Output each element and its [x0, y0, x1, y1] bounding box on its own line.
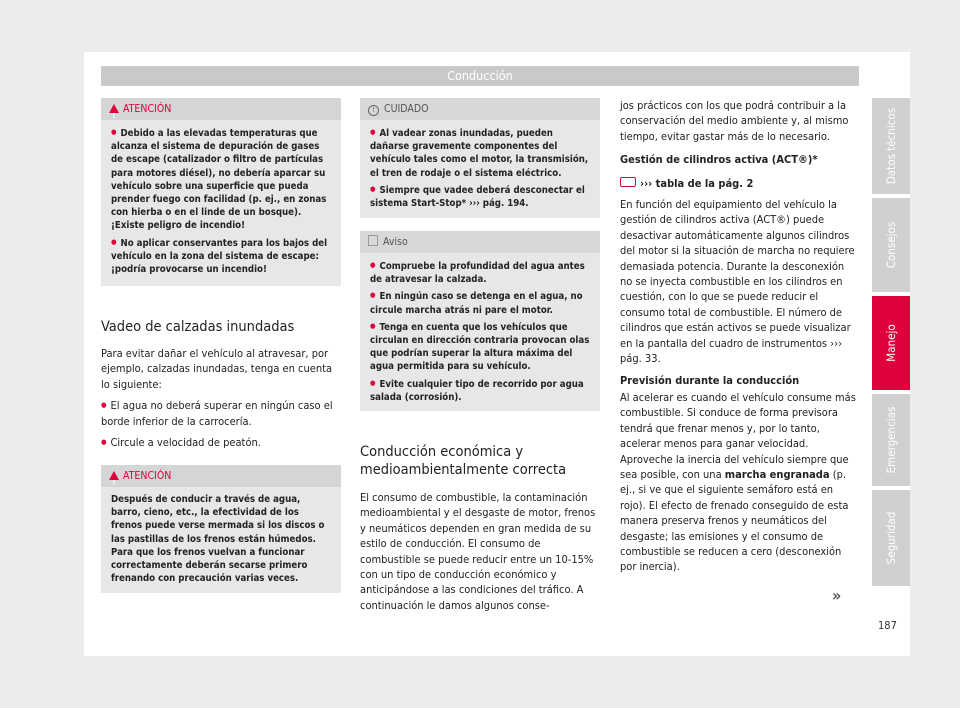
- act-text: En función del equipamiento del vehículo la gestión de cilindros activa (ACT®) puede desactivar automáticamente algunos cilindros del motor si la situación de marcha no requiere demasiada potencia. Durante la desconexión no se inyecta combustible en los cilindros en cuestión, con lo que se puede reducir el consumo total de combustible. El número de cilindros que están activos se puede visualizar en la pantalla del cuadro de instrumentos ››› pág. 33.: [620, 198, 855, 366]
- atencion-header: !ATENCIÓN: [101, 98, 341, 120]
- cuidado-item: ● Al vadear zonas inundadas, pueden dañarse gravemente componentes del vehículo tales como el motor, la transmisión, el tren de rodaje o el sistema eléctrico.: [370, 126, 590, 180]
- section-heading-vadeo: Vadeo de calzadas inundadas: [101, 319, 295, 335]
- page-number: 187: [878, 619, 897, 632]
- prevision-text: Al acelerar es cuando el vehículo consume más combustible. Si conduce de forma previsora tendrá que frenar menos y, por lo tanto, acelerar menos para ganar velocidad. Aproveche la inercia del vehículo siempre que sea posible, con una marcha engranada (p. ej., si ve que el siguiente semáforo está en rojo). El efecto de frenado conseguido de esta manera preserva frenos y neumáticos del desgaste; las emisiones y el consumo de combustible se reducen a cero (desconexión por inercia).: [620, 390, 856, 574]
- aviso-item: ● Tenga en cuenta que los vehículos que circulan en dirección contraria provocan olas que podrían superar la altura máxima del agua permitida para su vehículo.: [370, 320, 590, 374]
- warning-icon: [109, 104, 119, 113]
- section-heading-economica: Conducción económica y medioambientalmente correcta: [360, 444, 567, 478]
- tab-emergencias[interactable]: Emergencias: [872, 394, 910, 486]
- vadeo-text: Para evitar dañar el vehículo al atravesar, por ejemplo, calzadas inundadas, tenga en cuenta lo siguiente: ● El agua no deberá superar en ningún caso el borde inferior de la carrocería. ● Circule a velocidad de peatón.: [101, 346, 341, 456]
- atencion-item: ● No aplicar conservantes para los bajos del vehículo en la zona del sistema de escape: ¡podría provocarse un incendio!: [111, 236, 331, 277]
- col3-intro: jos prácticos con los que podrá contribuir a la conservación del medio ambiente y, al mismo tiempo, evitar gastar más de lo necesario.: [620, 99, 849, 143]
- tab-seguridad[interactable]: Seguridad: [872, 490, 910, 586]
- tab-datos-tecnicos[interactable]: Datos técnicos: [872, 98, 910, 194]
- tab-manejo[interactable]: Manejo: [872, 296, 910, 390]
- prevision-heading: Previsión durante la conducción: [620, 373, 800, 387]
- atencion-box-2: [101, 465, 341, 593]
- warning-icon: [109, 471, 119, 480]
- page-header: Conducción: [101, 66, 859, 86]
- vadeo-item: ● El agua no deberá superar en ningún caso el borde inferior de la carrocería.: [101, 398, 341, 429]
- atencion-item: ● Debido a las elevadas temperaturas que alcanza el sistema de depuración de gases de escape (catalizador o filtro de partículas para motores diésel), no debería aparcar su vehículo sobre una superficie que pueda prender fuego con facilidad (p. ej., en zonas con hierba o en el linde de un bosque). ¡Existe peligro de incendio!: [111, 126, 331, 233]
- act-ref: ››› tabla de la pág. 2: [620, 176, 858, 191]
- economica-text: El consumo de combustible, la contaminación medioambiental y el desgaste de motor, frenos y neumáticos dependen en gran medida de su estilo de conducción. El consumo de combustible se puede reducir entre un 10-15% con un tipo de conducción económico y anticipándose a las condiciones del tráfico. A continuación le damos algunos conse-: [360, 491, 596, 612]
- atencion-header: !ATENCIÓN: [101, 465, 341, 487]
- tab-consejos[interactable]: Consejos: [872, 198, 910, 292]
- aviso-box: [360, 231, 600, 411]
- aviso-header: Aviso: [360, 231, 600, 253]
- aviso-item: ● Compruebe la profundidad del agua antes de atravesar la calzada.: [370, 259, 590, 286]
- info-circle-icon: !: [368, 105, 379, 116]
- cuidado-header: ! CUIDADO: [360, 98, 600, 120]
- aviso-item: ● Evite cualquier tipo de recorrido por agua salada (corrosión).: [370, 377, 590, 404]
- note-icon: [368, 235, 378, 246]
- continue-marker: »: [832, 586, 842, 605]
- act-heading: Gestión de cilindros activa (ACT®)*: [620, 153, 818, 167]
- atencion-box-1: [101, 98, 341, 286]
- cuidado-item: ● Siempre que vadee deberá desconectar el sistema Start-Stop* ››› pág. 194.: [370, 183, 590, 210]
- column-3: [620, 98, 858, 581]
- vadeo-item: ● Circule a velocidad de peatón.: [101, 435, 341, 450]
- car-icon: [620, 177, 636, 187]
- aviso-item: ● En ningún caso se detenga en el agua, no circule marcha atrás ni pare el motor.: [370, 289, 590, 316]
- cuidado-box: [360, 98, 600, 218]
- atencion-text: Después de conducir a través de agua, barro, cieno, etc., la efectividad de los frenos puede verse mermada si los discos o las pastillas de los frenos están húmedos. Para que los frenos vuelvan a funcionar correctamente deberán secarse primero frenando con precaución varias veces.: [111, 494, 325, 585]
